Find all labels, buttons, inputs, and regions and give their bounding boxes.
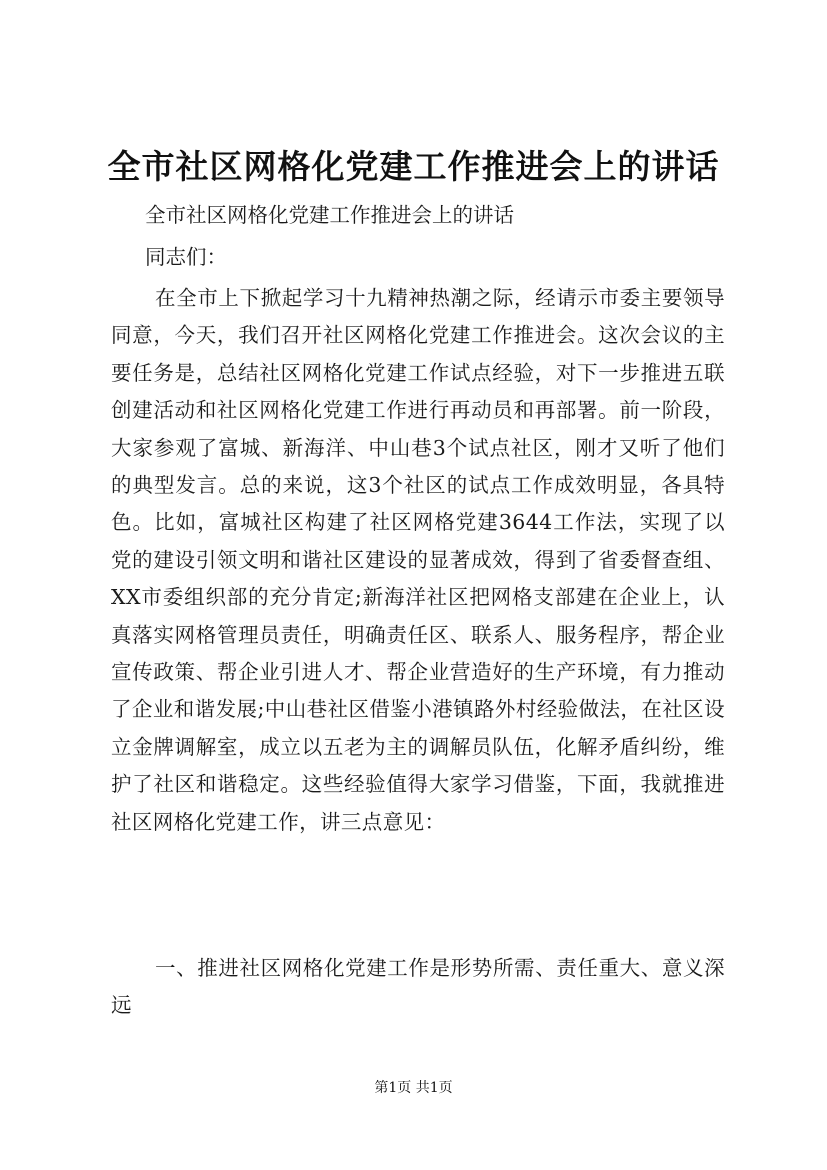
body-paragraph: 在全市上下掀起学习十九精神热潮之际，经请示市委主要领导同意，今天，我们召开社区网格化党建工作推进会。这次会议的主要任务是，总结社区网格化党建工作试点经验，对下一步推进五联创建活动和社区网格化党建工作进行再动员和再部署。前一阶段，大家参观了富城、新海洋、中山巷3个试点社区，刚才又听了他们的典型发言。总的来说，这3个社区的试点工作成效明显，各具特色。比如，富城社区构建了社区网格党建3644工作法，实现了以党的建设引领文明和谐社区建设的显著成效，得到了省委督查组、XX市委组织部的充分肯定;新海洋社区把网格支部建在企业上，认真落实网格管理员责任，明确责任区、联系人、服务程序，帮企业宣传政策、帮企业引进人才、帮企业营造好的生产环境，有力推动了企业和谐发展;中山巷社区借鉴小港镇路外村经验做法，在社区设立金牌调解室，成立以五老为主的调解员队伍，化解矛盾纠纷，维护了社区和谐稳定。这些经验值得大家学习借鉴，下面，我就推进社区网格化党建工作，讲三点意见：: [111, 286, 725, 834]
document-title: 全市社区网格化党建工作推进会上的讲话: [107, 147, 720, 186]
greeting: 同志们：: [145, 245, 227, 269]
document-subtitle: 全市社区网格化党建工作推进会上的讲话: [145, 203, 514, 227]
section-heading: 一、推进社区网格化党建工作是形势所需、责任重大、意义深远: [111, 956, 725, 1017]
page-footer: 第1页 共1页: [374, 1080, 453, 1096]
